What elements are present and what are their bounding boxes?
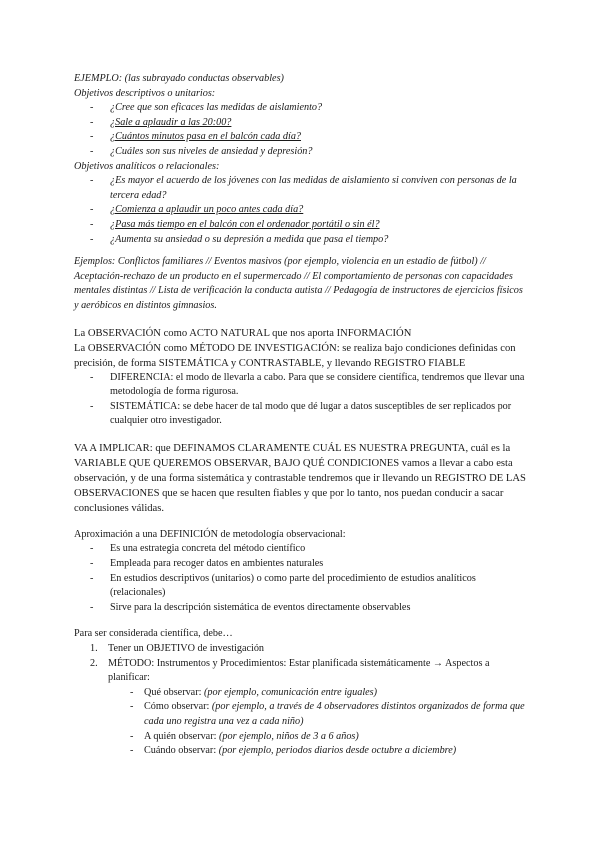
numbered-item: 2. MÉTODO: Instrumentos y Procedimientos: Estar planificada sistemáticamente → Aspectos a planificar: <box>90 657 490 684</box>
sub-list-item: - Qué observar: (por ejemplo, comunicación entre iguales) <box>130 686 378 698</box>
numbered-item: 1. Tener un OBJETIVO de investigación <box>90 643 265 655</box>
list-item: - ¿Pasa más tiempo en el balcón con el ordenador portátil o sin él? <box>90 218 380 230</box>
sub-list-item: - Cómo observar: (por ejemplo, a través de 4 observadores distintos organizados de forma que cada uno registra una vez a cada niño) <box>130 701 525 727</box>
descriptive-heading: Objetivos descriptivos o unitarios: <box>74 87 216 99</box>
document-page <box>74 72 526 759</box>
list-item: - Empleada para recoger datos en ambientes naturales <box>90 558 324 570</box>
list-item: - ¿Comienza a aplaudir un poco antes cada día? <box>90 204 304 216</box>
analytic-heading: Objetivos analíticos o relacionales: <box>74 160 220 172</box>
list-item: - En estudios descriptivos (unitarios) o como parte del procedimiento de estudios analíticos (relacionales) <box>90 572 476 599</box>
sub-list-item: - A quién observar: (por ejemplo, niños de 3 a 6 años) <box>130 730 359 742</box>
list-item: - SISTEMÁTICA: se debe hacer de tal modo que dé lugar a datos susceptibles de ser replicados por cualquier otro investigador. <box>90 400 512 427</box>
list-item: - ¿Cree que son eficaces las medidas de aislamiento? <box>90 102 323 114</box>
list-item: - ¿Es mayor el acuerdo de los jóvenes con las medidas de aislamiento si conviven con personas de la tercera edad? <box>90 175 517 201</box>
list-item: - Es una estrategia concreta del método científico <box>90 543 306 555</box>
implication-paragraph: VA A IMPLICAR: que DEFINAMOS CLARAMENTE CUÁL ES NUESTRA PREGUNTA, cuál es la VARIABLE QUE QUEREMOS OBSERVAR, BAJO QUÉ CONDICIONES vamos a llevar a cabo esta observación, y de una forma sistemática y contrastable tendremos que ir llevando un REGISTRO DE LAS OBSERVACIONES que se hacen que resulten fiables y que por lo tanto, nos puedan conducir a sacar conclusiones válidas. <box>74 442 526 514</box>
list-item: - ¿Cuáles son sus niveles de ansiedad y depresión? <box>90 145 313 157</box>
sub-list-item: - Cuándo observar: (por ejemplo, periodos diarios desde octubre a diciembre) <box>130 745 457 757</box>
list-item: - DIFERENCIA: el modo de llevarla a cabo. Para que se considere científica, tendremos que llevar una metodología de forma rigurosa. <box>90 371 525 398</box>
scientific-heading: Para ser considerada científica, debe… <box>74 628 233 640</box>
list-item: - ¿Aumenta su ansiedad o su depresión a medida que pasa el tiempo? <box>90 233 389 245</box>
definition-heading: Aproximación a una DEFINICIÓN de metodología observacional: <box>74 528 346 540</box>
list-item: - Sirve para la descripción sistemática de eventos directamente observables <box>90 601 411 613</box>
list-item: - ¿Sale a aplaudir a las 20:00? <box>90 116 232 128</box>
observation-method: La OBSERVACIÓN como MÉTODO DE INVESTIGACIÓN: se realiza bajo condiciones definidas con precisión, de forma SISTEMÁTICA y CONTRASTABLE, y llevando REGISTRO FIABLE <box>74 342 516 369</box>
observation-natural: La OBSERVACIÓN como ACTO NATURAL que nos aporta INFORMACIÓN <box>74 327 412 339</box>
examples-paragraph: Ejemplos: Conflictos familiares // Eventos masivos (por ejemplo, violencia en un estadio de fútbol) // Aceptación-rechazo de un producto en el supermercado // El comportamiento de personas con capacidades mentales distintas // Lista de verificación la conducta autista // Pedagogía de instructores de ejercicios físicos y aeróbicos en distintos gimnasios. <box>74 256 523 311</box>
list-item: - ¿Cuántos minutos pasa en el balcón cada día? <box>90 131 302 143</box>
example-title: EJEMPLO: (las subrayado conductas observables) <box>74 73 284 84</box>
